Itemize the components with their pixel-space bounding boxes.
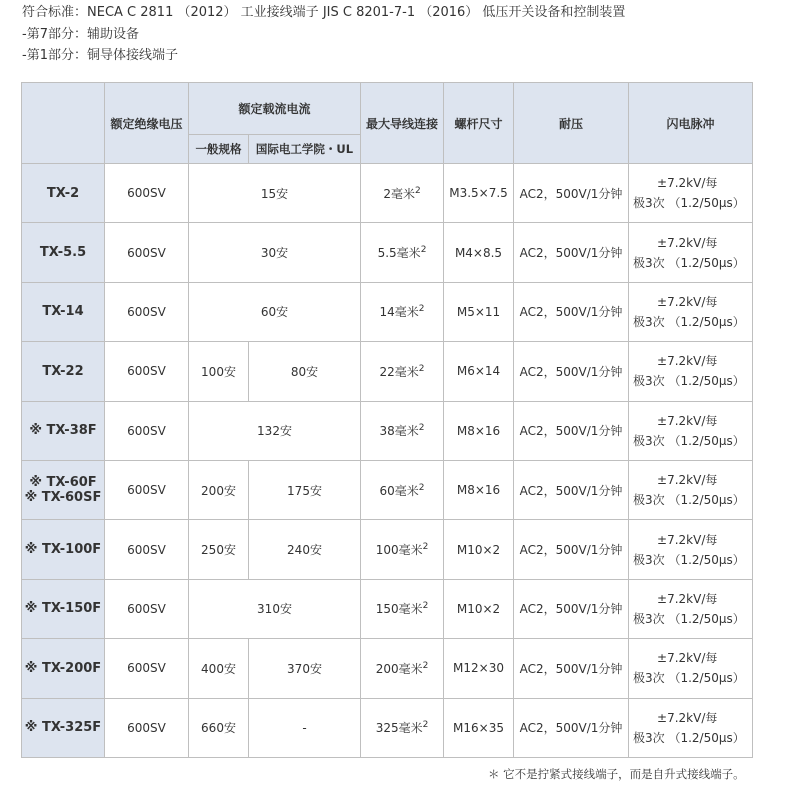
wire-cell: 60毫米$^2$ — [361, 460, 444, 519]
withstand-cell: AC2，500V/1分钟 — [514, 698, 629, 757]
header-current: 额定载流电流 — [189, 83, 361, 135]
screw-cell: M8×16 — [444, 401, 514, 460]
general-current-cell: 100安 — [189, 342, 249, 401]
screw-cell: M4×8.5 — [444, 223, 514, 282]
impulse-cell: ±7.2kV/每 极3次 （1.2/50µs） — [629, 342, 753, 401]
impulse-cell: ±7.2kV/每 极3次 （1.2/50µs） — [629, 164, 753, 223]
withstand-cell: AC2，500V/1分钟 — [514, 401, 629, 460]
standard-part-7: -第7部分：辅助设备 — [22, 26, 139, 42]
iec-current-cell: - — [249, 698, 361, 757]
current-cell: 30安 — [189, 223, 361, 282]
withstand-cell: AC2，500V/1分钟 — [514, 282, 629, 341]
voltage-cell: 600SV — [105, 282, 189, 341]
wire-cell: 200毫米$^2$ — [361, 639, 444, 698]
table-row — [22, 639, 753, 698]
impulse-cell: ±7.2kV/每 极3次 （1.2/50µs） — [629, 223, 753, 282]
screw-cell: M6×14 — [444, 342, 514, 401]
withstand-cell: AC2，500V/1分钟 — [514, 579, 629, 638]
screw-cell: M8×16 — [444, 460, 514, 519]
model-cell: ※ TX-60F ※ TX-60SF — [22, 460, 105, 519]
model-cell: ※ TX-100F — [22, 520, 105, 579]
wire-cell: 22毫米$^2$ — [361, 342, 444, 401]
footnote: ＊ 它不是拧紧式接线端子，而是自升式接线端子。 — [488, 767, 745, 781]
iec-current-cell: 80安 — [249, 342, 361, 401]
standard-part-1: -第1部分：铜导体接线端子 — [22, 48, 178, 63]
voltage-cell: 600SV — [105, 639, 189, 698]
header-impulse: 闪电脉冲 — [629, 83, 753, 164]
wire-cell: 2毫米$^2$ — [361, 164, 444, 223]
model-cell: ※ TX-38F — [22, 401, 105, 460]
voltage-cell: 600SV — [105, 698, 189, 757]
screw-cell: M5×11 — [444, 282, 514, 341]
impulse-cell: ±7.2kV/每 极3次 （1.2/50µs） — [629, 282, 753, 341]
header-general: 一般规格 — [189, 135, 249, 164]
model-cell: TX-2 — [22, 164, 105, 223]
voltage-cell: 600SV — [105, 164, 189, 223]
iec-current-cell: 175安 — [249, 460, 361, 519]
wire-cell: 14毫米$^2$ — [361, 282, 444, 341]
model-cell: TX-14 — [22, 282, 105, 341]
wire-cell: 150毫米$^2$ — [361, 579, 444, 638]
screw-cell: M12×30 — [444, 639, 514, 698]
general-current-cell: 400安 — [189, 639, 249, 698]
table-row — [22, 282, 753, 341]
voltage-cell: 600SV — [105, 223, 189, 282]
voltage-cell: 600SV — [105, 579, 189, 638]
general-current-cell: 200安 — [189, 460, 249, 519]
model-cell: ※ TX-200F — [22, 639, 105, 698]
table-row — [22, 460, 753, 519]
header-screw: 螺杆尺寸 — [444, 83, 514, 164]
withstand-cell: AC2，500V/1分钟 — [514, 460, 629, 519]
wire-cell: 100毫米$^2$ — [361, 520, 444, 579]
table-row — [22, 579, 753, 638]
model-cell: ※ TX-150F — [22, 579, 105, 638]
impulse-cell: ±7.2kV/每 极3次 （1.2/50µs） — [629, 698, 753, 757]
standards-intro — [22, 2, 625, 67]
general-current-cell: 250安 — [189, 520, 249, 579]
voltage-cell: 600SV — [105, 401, 189, 460]
general-current-cell: 660安 — [189, 698, 249, 757]
table-row — [22, 223, 753, 282]
table-row — [22, 401, 753, 460]
withstand-cell: AC2，500V/1分钟 — [514, 639, 629, 698]
screw-cell: M3.5×7.5 — [444, 164, 514, 223]
impulse-cell: ±7.2kV/每 极3次 （1.2/50µs） — [629, 639, 753, 698]
withstand-cell: AC2，500V/1分钟 — [514, 520, 629, 579]
screw-cell: M10×2 — [444, 520, 514, 579]
wire-cell: 325毫米$^2$ — [361, 698, 444, 757]
screw-cell: M10×2 — [444, 579, 514, 638]
table-row — [22, 520, 753, 579]
current-cell: 310安 — [189, 579, 361, 638]
voltage-cell: 600SV — [105, 342, 189, 401]
voltage-cell: 600SV — [105, 460, 189, 519]
current-cell: 60安 — [189, 282, 361, 341]
wire-cell: 38毫米$^2$ — [361, 401, 444, 460]
withstand-cell: AC2，500V/1分钟 — [514, 164, 629, 223]
current-cell: 132安 — [189, 401, 361, 460]
impulse-cell: ±7.2kV/每 极3次 （1.2/50µs） — [629, 520, 753, 579]
current-cell: 15安 — [189, 164, 361, 223]
impulse-cell: ±7.2kV/每 极3次 （1.2/50µs） — [629, 460, 753, 519]
withstand-cell: AC2，500V/1分钟 — [514, 223, 629, 282]
model-cell: TX-5.5 — [22, 223, 105, 282]
standard-line: 符合标准：NECA C 2811 （2012） 工业接线端子 JIS C 8201-7-1 （2016） 低压开关设备和控制装置 — [22, 5, 626, 20]
voltage-cell: 600SV — [105, 520, 189, 579]
screw-cell: M16×35 — [444, 698, 514, 757]
model-cell: ※ TX-325F — [22, 698, 105, 757]
impulse-cell: ±7.2kV/每 极3次 （1.2/50µs） — [629, 579, 753, 638]
spec-table — [21, 82, 753, 758]
header-withstand: 耐压 — [514, 83, 629, 164]
wire-cell: 5.5毫米$^2$ — [361, 223, 444, 282]
impulse-cell: ±7.2kV/每 极3次 （1.2/50µs） — [629, 401, 753, 460]
header-voltage: 额定绝缘电压 — [105, 83, 189, 164]
withstand-cell: AC2，500V/1分钟 — [514, 342, 629, 401]
header-wire: 最大导线连接 — [361, 83, 444, 164]
header-model — [22, 83, 105, 164]
model-cell: TX-22 — [22, 342, 105, 401]
iec-current-cell: 240安 — [249, 520, 361, 579]
table-row — [22, 164, 753, 223]
iec-current-cell: 370安 — [249, 639, 361, 698]
header-iec-ul: 国际电工学院・UL — [249, 135, 361, 164]
table-row — [22, 698, 753, 757]
table-row — [22, 342, 753, 401]
